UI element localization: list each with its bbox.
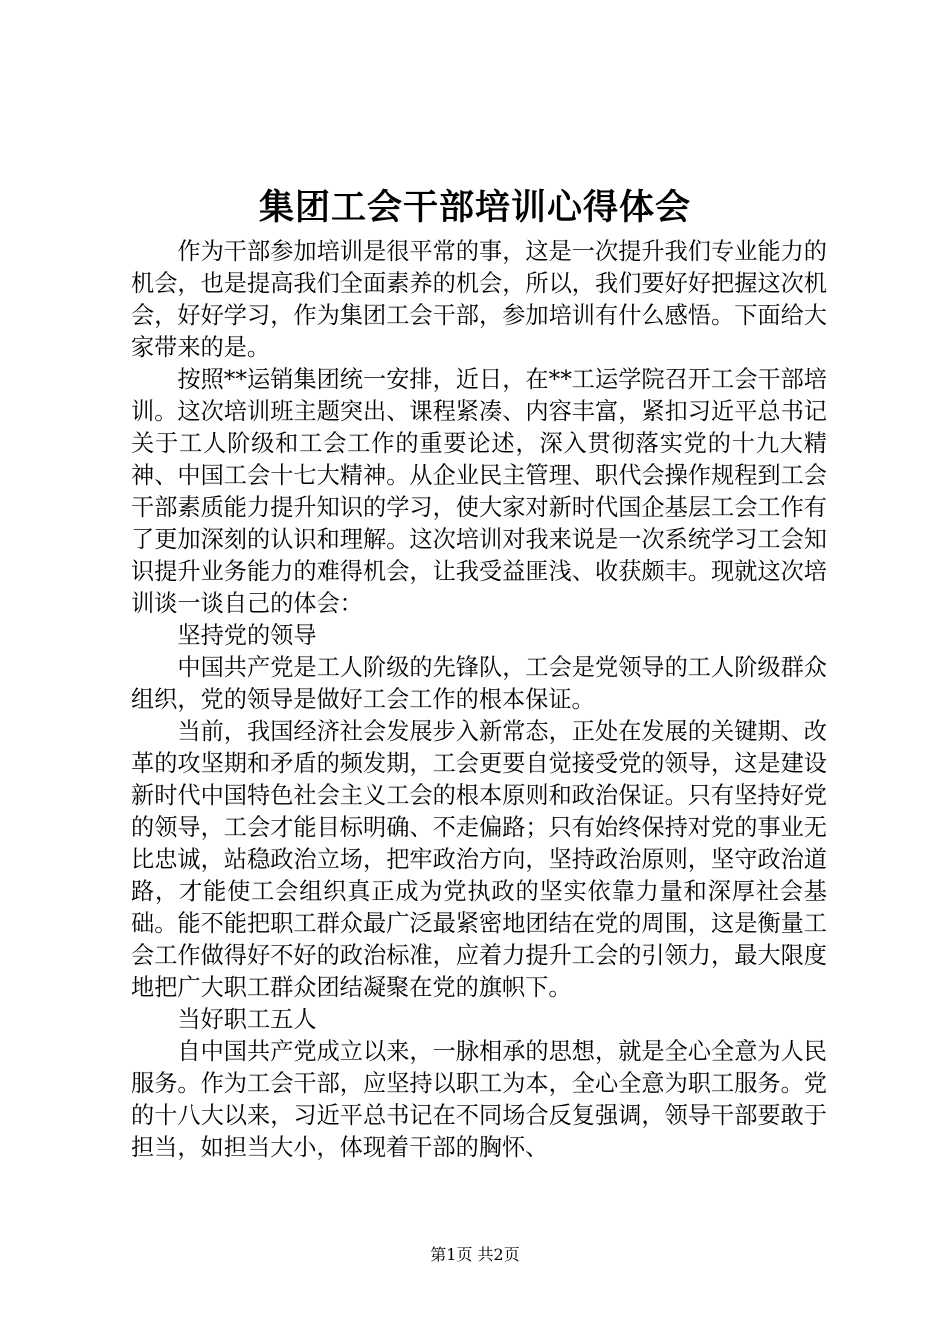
paragraph: 自中国共产党成立以来，一脉相承的思想，就是全心全意为人民服务。作为工会干部，应坚持以职工为本，全心全意为职工服务。党的十八大以来，习近平总书记在不同场合反复强调，领导干部要敢于担当，如担当大小，体现着干部的胸怀、 (131, 1038, 827, 1161)
document-title: 集团工会干部培训心得体会 (258, 187, 691, 228)
paragraph: 按照**运销集团统一安排，近日，在**工运学院召开工会干部培训。这次培训班主题突出、课程紧凑、内容丰富，紧扣习近平总书记关于工人阶级和工会工作的重要论述，深入贯彻落实党的十九大精神、中国工会十七大精神。从企业民主管理、职代会操作规程到工会干部素质能力提升知识的学习，使大家对新时代国企基层工会工作有了更加深刻的认识和理解。这次培训对我来说是一次系统学习工会知识提升业务能力的难得机会，让我受益匪浅、收获颇丰。现就这次培训谈一谈自己的体会： (131, 366, 827, 617)
section-heading: 当好职工五人 (177, 1006, 317, 1033)
paragraph: 中国共产党是工人阶级的先锋队，工会是党领导的工人阶级群众组织，党的领导是做好工会工作的根本保证。 (131, 654, 827, 713)
document-body (131, 236, 827, 1164)
section-heading: 坚持党的领导 (177, 622, 317, 649)
paragraph: 作为干部参加培训是很平常的事，这是一次提升我们专业能力的机会，也是提高我们全面素养的机会，所以，我们要好好把握这次机会，好好学习，作为集团工会干部，参加培训有什么感悟。下面给大家带来的是。 (131, 238, 827, 361)
paragraph: 当前，我国经济社会发展步入新常态，正处在发展的关键期、改革的攻坚期和矛盾的频发期，工会更要自觉接受党的领导，这是建设新时代中国特色社会主义工会的根本原则和政治保证。只有坚持好党的领导，工会才能目标明确、不走偏路；只有始终保持对党的事业无比忠诚，站稳政治立场，把牢政治方向，坚持政治原则，坚守政治道路，才能使工会组织真正成为党执政的坚实依靠力量和深厚社会基础。能不能把职工群众最广泛最紧密地团结在党的周围，这是衡量工会工作做得好不好的政治标准，应着力提升工会的引领力，最大限度地把广大职工群众团结凝聚在党的旗帜下。 (131, 718, 827, 1001)
page-number-footer: 第1页 共2页 (430, 1245, 520, 1264)
